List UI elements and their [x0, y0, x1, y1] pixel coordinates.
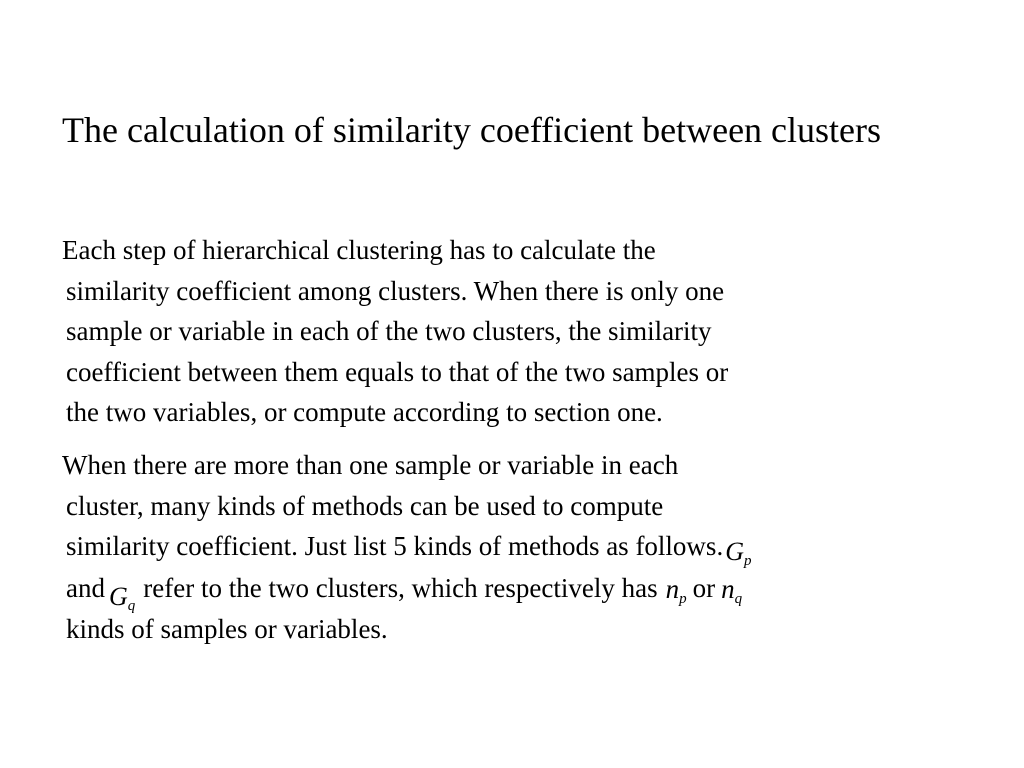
paragraph-line: sample or variable in each of the two clusters, the similarity — [66, 316, 712, 346]
math-subscript: p — [679, 590, 687, 607]
paragraph-text: similarity coefficient. Just list 5 kinds of methods as follows. — [66, 531, 724, 561]
paragraph-line: cluster, many kinds of methods can be used to compute — [66, 490, 664, 521]
math-base: n — [665, 573, 680, 604]
paragraph-line: coefficient between them equals to that of the two samples or — [66, 356, 729, 387]
paragraph-line — [66, 568, 751, 614]
math-base: n — [721, 573, 735, 604]
paragraph-line: similarity coefficient among clusters. When there is only one — [66, 275, 725, 306]
paragraph-line: the two variables, or compute according to section one. — [66, 397, 663, 427]
paragraph-multiple-samples — [62, 445, 752, 650]
math-base: G — [725, 537, 744, 566]
paragraph-text: and — [66, 572, 105, 603]
math-n-p — [665, 573, 687, 607]
paragraph-line: When there are more than one sample or variable in each — [62, 450, 679, 480]
math-subscript: q — [127, 597, 136, 614]
math-n-q — [721, 573, 743, 607]
paragraph-line: Each step of hierarchical clustering has to calculate the — [62, 235, 656, 265]
paragraph-hierarchical-step — [62, 230, 729, 433]
math-g-p — [725, 537, 752, 569]
math-g-q — [108, 581, 136, 614]
paragraph-text: refer to the two clusters, which respectively has — [143, 572, 658, 603]
math-subscript: p — [743, 553, 752, 569]
math-base: G — [108, 581, 128, 611]
math-subscript: q — [734, 590, 743, 607]
paragraph-text: or — [692, 572, 716, 603]
paragraph-line: kinds of samples or variables. — [66, 614, 388, 644]
paragraph-line — [66, 526, 751, 568]
slide-title: The calculation of similarity coefficient between clusters — [62, 110, 882, 150]
